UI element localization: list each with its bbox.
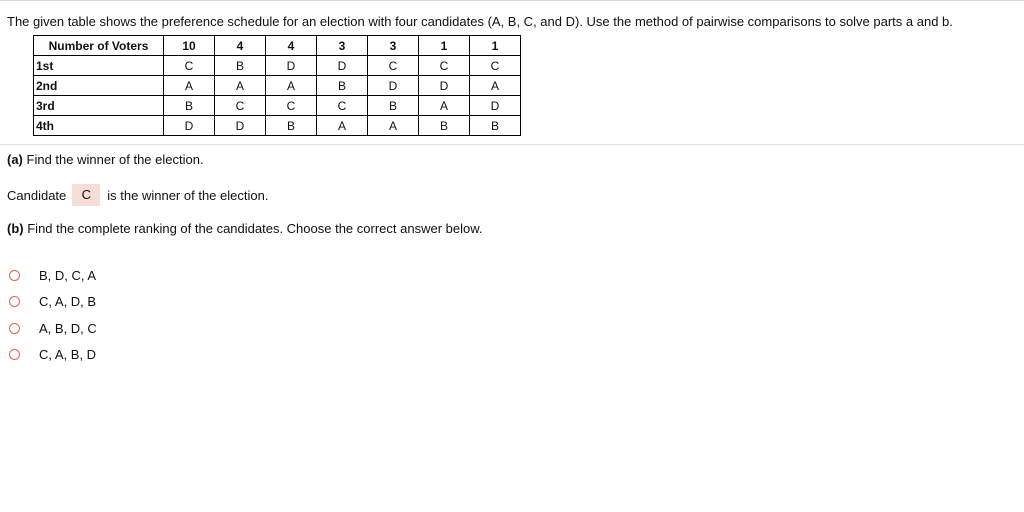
answer-prefix: Candidate bbox=[7, 187, 67, 203]
table-cell: B bbox=[266, 116, 317, 136]
table-cell: 1 bbox=[419, 36, 470, 56]
part-b-prompt-text: Find the complete ranking of the candidates. Choose the correct answer below. bbox=[27, 221, 483, 236]
ranking-option[interactable] bbox=[9, 315, 97, 342]
answer-suffix: is the winner of the election. bbox=[107, 187, 269, 203]
table-cell: C bbox=[215, 96, 266, 116]
table-cell: C bbox=[470, 56, 521, 76]
table-cell: C bbox=[419, 56, 470, 76]
row-label: 3rd bbox=[34, 96, 164, 116]
radio-button[interactable] bbox=[9, 349, 20, 360]
option-label[interactable]: B, D, C, A bbox=[39, 267, 97, 283]
table-cell: D bbox=[368, 76, 419, 96]
table-cell: A bbox=[419, 96, 470, 116]
table-cell: 3 bbox=[368, 36, 419, 56]
table-row bbox=[34, 76, 521, 96]
question-text: The given table shows the preference schedule for an election with four candidates (A, B, C, and D). Use the method of pairwise comparisons to solve parts a and b. bbox=[7, 14, 953, 29]
table-cell: A bbox=[470, 76, 521, 96]
ranking-options bbox=[9, 262, 97, 368]
part-b-prompt bbox=[7, 221, 483, 236]
table-cell: B bbox=[368, 96, 419, 116]
table-cell: A bbox=[266, 76, 317, 96]
row-label: 4th bbox=[34, 116, 164, 136]
table-cell: 10 bbox=[164, 36, 215, 56]
table-cell: A bbox=[368, 116, 419, 136]
table-cell: D bbox=[215, 116, 266, 136]
table-cell: 4 bbox=[215, 36, 266, 56]
table-header-row bbox=[34, 36, 521, 56]
part-a-prompt-text: Find the winner of the election. bbox=[26, 152, 204, 167]
table-cell: D bbox=[266, 56, 317, 76]
table-row bbox=[34, 116, 521, 136]
preference-schedule-table bbox=[33, 35, 521, 136]
table-header-label: Number of Voters bbox=[34, 36, 164, 56]
table-cell: B bbox=[419, 116, 470, 136]
ranking-option[interactable] bbox=[9, 262, 97, 289]
option-label[interactable]: C, A, B, D bbox=[39, 347, 97, 363]
section-divider bbox=[0, 144, 1024, 145]
row-label: 2nd bbox=[34, 76, 164, 96]
table-cell: C bbox=[317, 96, 368, 116]
table-cell: 4 bbox=[266, 36, 317, 56]
winner-answer-box[interactable]: C bbox=[72, 184, 100, 206]
table-cell: 1 bbox=[470, 36, 521, 56]
table-cell: D bbox=[470, 96, 521, 116]
part-a-prompt bbox=[7, 152, 204, 167]
table-cell: B bbox=[470, 116, 521, 136]
table-cell: D bbox=[164, 116, 215, 136]
radio-button[interactable] bbox=[9, 270, 20, 281]
table-cell: B bbox=[215, 56, 266, 76]
part-a-answer-line bbox=[7, 184, 268, 206]
table-cell: B bbox=[164, 96, 215, 116]
row-label: 1st bbox=[34, 56, 164, 76]
table-cell: C bbox=[164, 56, 215, 76]
table-cell: C bbox=[266, 96, 317, 116]
radio-button[interactable] bbox=[9, 323, 20, 334]
table-cell: D bbox=[419, 76, 470, 96]
table-row bbox=[34, 56, 521, 76]
part-a-marker: (a) bbox=[7, 152, 23, 167]
radio-button[interactable] bbox=[9, 296, 20, 307]
ranking-option[interactable] bbox=[9, 342, 97, 369]
option-label[interactable]: C, A, D, B bbox=[39, 294, 97, 310]
table-cell: 3 bbox=[317, 36, 368, 56]
ranking-option[interactable] bbox=[9, 289, 97, 316]
option-label[interactable]: A, B, D, C bbox=[39, 320, 97, 336]
top-divider bbox=[0, 0, 1024, 1]
table-cell: B bbox=[317, 76, 368, 96]
part-b-marker: (b) bbox=[7, 221, 24, 236]
table-cell: A bbox=[317, 116, 368, 136]
table-cell: D bbox=[317, 56, 368, 76]
table-cell: A bbox=[215, 76, 266, 96]
table-cell: C bbox=[368, 56, 419, 76]
table-row bbox=[34, 96, 521, 116]
table-cell: A bbox=[164, 76, 215, 96]
